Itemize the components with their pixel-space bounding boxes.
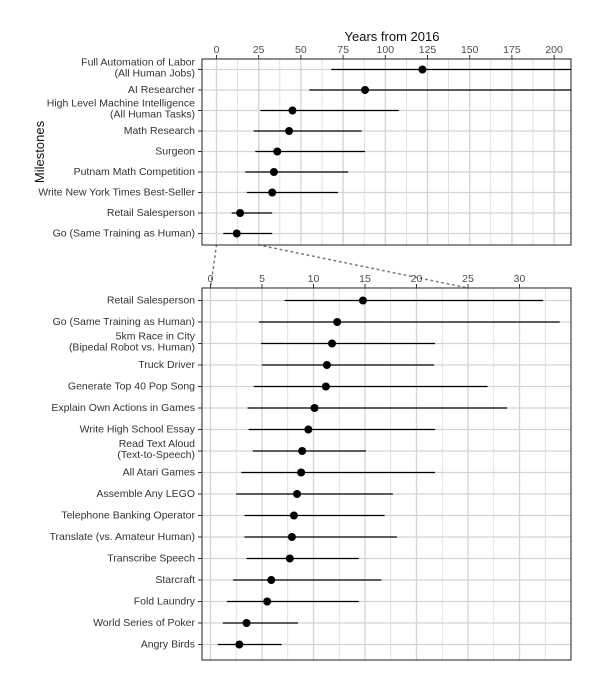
median-point xyxy=(285,127,293,135)
median-point xyxy=(418,66,426,74)
x-tick-label: 125 xyxy=(418,44,437,56)
category-label: Assemble Any LEGO xyxy=(96,487,195,500)
category-label: World Series of Poker xyxy=(93,616,195,629)
x-tick-label: 5 xyxy=(259,273,265,285)
category-label: Retail Salesperson xyxy=(106,294,195,307)
category-label: Generate Top 40 Pop Song xyxy=(67,380,195,393)
category-label: 5km Race in City (Bipedal Robot vs. Human) xyxy=(68,330,195,354)
category-label: Write High School Essay xyxy=(79,423,195,436)
median-point xyxy=(293,490,301,498)
x-tick-label: 10 xyxy=(307,273,320,285)
x-axis-title: Years from 2016 xyxy=(344,29,440,44)
category-label: Surgeon xyxy=(155,145,195,158)
category-label: Explain Own Actions in Games xyxy=(51,401,195,414)
median-point xyxy=(235,641,243,649)
category-label: Go (Same Training as Human) xyxy=(52,227,195,240)
category-label: All Atari Games xyxy=(122,466,195,479)
median-point xyxy=(298,447,306,455)
bottom-panel xyxy=(50,273,572,660)
category-label: Go (Same Training as Human) xyxy=(52,315,195,328)
median-point xyxy=(328,340,336,348)
median-point xyxy=(263,598,271,606)
median-point xyxy=(290,512,298,520)
category-label: Write New York Times Best-Seller xyxy=(38,186,195,199)
median-point xyxy=(233,230,241,238)
x-tick-label: 30 xyxy=(513,273,526,285)
top-panel xyxy=(38,44,571,245)
x-tick-label: 100 xyxy=(376,44,395,56)
median-point xyxy=(236,209,244,217)
median-point xyxy=(323,361,331,369)
median-point xyxy=(243,619,251,627)
x-tick-label: 150 xyxy=(460,44,479,56)
median-point xyxy=(333,318,341,326)
x-tick-label: 175 xyxy=(503,44,521,56)
category-label: Math Research xyxy=(123,124,195,137)
category-label: Angry Birds xyxy=(140,638,195,651)
category-label: Telephone Banking Operator xyxy=(61,509,195,522)
x-tick-label: 0 xyxy=(207,273,214,285)
category-label: Fold Laundry xyxy=(133,595,195,608)
category-label: AI Researcher xyxy=(127,83,195,96)
category-label: Starcraft xyxy=(155,573,195,586)
x-tick-label: 50 xyxy=(295,44,307,56)
category-label: High Level Machine Intelligence (All Human Tasks) xyxy=(46,97,195,121)
median-point xyxy=(286,555,294,563)
x-tick-label: 15 xyxy=(359,273,371,285)
zoom-connector-layer xyxy=(211,245,469,288)
median-point xyxy=(273,148,281,156)
median-point xyxy=(268,189,276,197)
median-point xyxy=(304,426,312,434)
median-point xyxy=(267,576,275,584)
category-label: Transcribe Speech xyxy=(107,552,195,565)
category-label: Translate (vs. Amateur Human) xyxy=(49,530,195,543)
median-point xyxy=(311,404,319,412)
x-tick-label: 200 xyxy=(545,44,563,56)
median-point xyxy=(297,469,305,477)
category-label: Read Text Aloud (Text-to-Speech) xyxy=(117,437,195,461)
x-tick-label: 25 xyxy=(252,44,265,56)
median-point xyxy=(359,297,367,305)
median-point xyxy=(288,533,296,541)
x-tick-label: 75 xyxy=(337,44,349,56)
x-tick-label: 20 xyxy=(410,273,423,285)
x-tick-label: 0 xyxy=(213,44,220,56)
median-point xyxy=(361,86,369,94)
category-label: Full Automation of Labor (All Human Jobs) xyxy=(81,56,195,80)
category-label: Putnam Math Competition xyxy=(73,165,195,178)
y-axis-title: Milestones xyxy=(32,120,47,184)
median-point xyxy=(288,107,296,115)
category-label: Truck Driver xyxy=(138,358,195,371)
median-point xyxy=(270,168,278,176)
median-point xyxy=(322,383,330,391)
category-label: Retail Salesperson xyxy=(106,206,195,219)
x-tick-label: 25 xyxy=(462,273,474,285)
